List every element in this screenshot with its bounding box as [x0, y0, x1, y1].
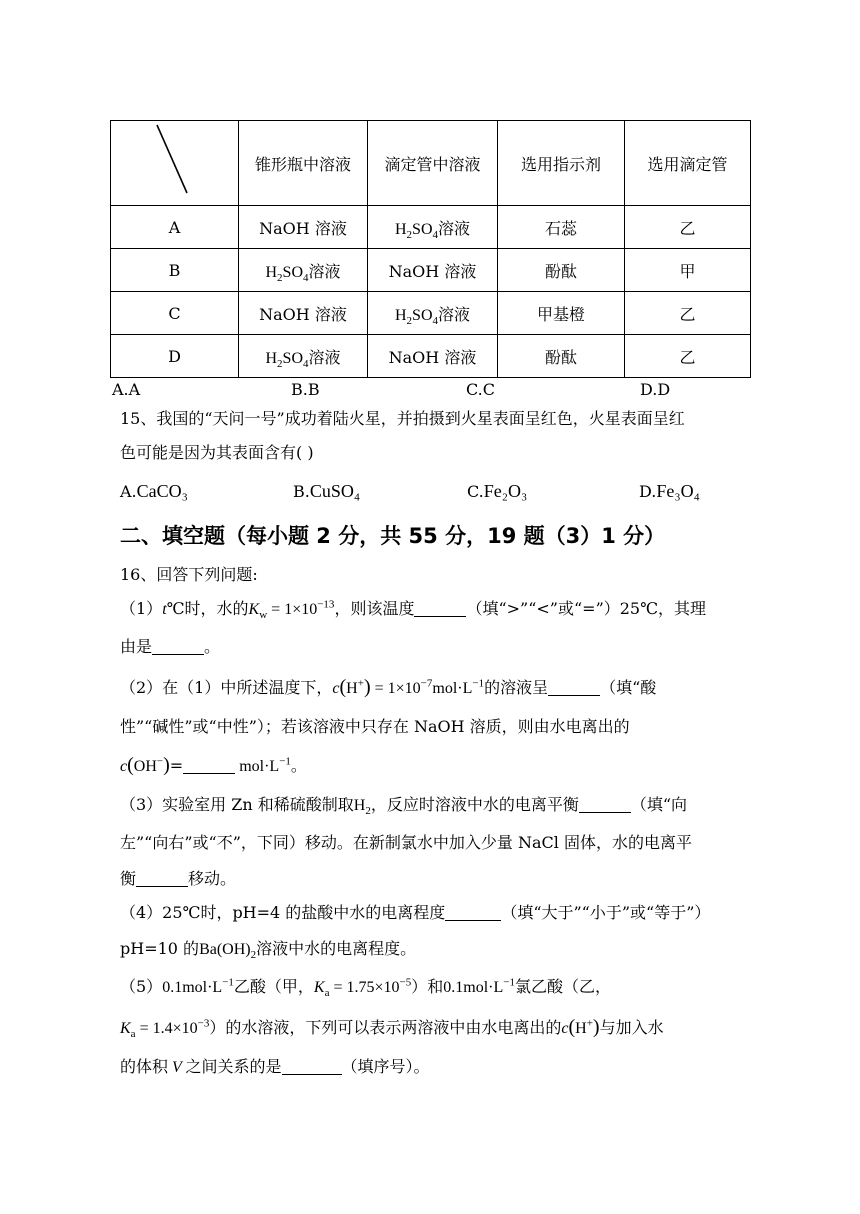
q16-part2-line3: $c(OH^-)= mol\cdot L^{-1}$。	[120, 754, 307, 776]
q15-stem-line2: 色可能是因为其表面含有( )	[120, 443, 314, 462]
flask-solution: $H_2SO_4$溶液	[239, 249, 368, 292]
titration-table	[110, 120, 751, 378]
flask-solution: NaOH 溶液	[239, 206, 368, 249]
q16-part2-line1: （2）在（1）中所述温度下，$c(H^+) = 1\times 10^{-7}mol\cdot L^{-1}$的溶液呈 （填“酸	[120, 676, 657, 698]
diagonal-corner-cell	[111, 121, 239, 206]
burette-solution: NaOH 溶液	[368, 335, 498, 378]
q16-intro: 16、回答下列问题:	[120, 565, 258, 584]
q16-part4-line1: （4）25℃时，pH=4 的盐酸中水的电离程度 （填“大于”“小于”或“等于”）	[120, 903, 711, 922]
row-label: C	[111, 292, 239, 335]
blank[interactable]	[579, 796, 631, 813]
q16-part3-line1: （3）实验室用 Zn 和稀硫酸制取$H_2$，反应时溶液中水的电离平衡 （填“向	[120, 795, 688, 818]
q16-part2-line2: 性”“碱性”或“中性”）；若该溶液中只存在 NaOH 溶质，则由水电离出的	[120, 717, 630, 736]
q16-part1-line1: （1）t℃时，水的$K_w = 1\times 10^{-13}$，则该温度 （填“>”“<”或“=”）25℃，其理	[120, 598, 707, 622]
burette-type: 乙	[625, 292, 751, 335]
flask-solution: NaOH 溶液	[239, 292, 368, 335]
header-flask: 锥形瓶中溶液	[239, 121, 368, 206]
burette-type: 乙	[625, 206, 751, 249]
indicator: 酚酞	[498, 249, 625, 292]
blank[interactable]	[445, 904, 501, 921]
q16-part5-line2: $K_a = 1.4\times 10^{-3}$）的水溶液，下列可以表示两溶液中由水电离出的c(H+)与加入水	[120, 1016, 664, 1041]
blank[interactable]	[282, 1058, 342, 1075]
q15-stem-line1: 15、我国的“天问一号”成功着陆火星，并拍摄到火星表面呈红色，火星表面呈红	[120, 409, 685, 428]
q16-part3-line3: 衡 移动。	[120, 869, 237, 888]
indicator: 酚酞	[498, 335, 625, 378]
row-label: D	[111, 335, 239, 378]
burette-solution: $H_2SO_4$溶液	[368, 206, 498, 249]
burette-type: 甲	[625, 249, 751, 292]
table-row	[111, 335, 751, 378]
blank[interactable]	[136, 870, 188, 887]
q16-part5-line1: $(5)0.1mol\cdot L^{-1}$乙酸（甲，$K_a = 1.75\times 10^{-5}$）和$0.1mol\cdot L^{-1}$氯乙酸（乙，	[120, 976, 611, 1000]
indicator: 石蕊	[498, 206, 625, 249]
burette-solution: $H_2SO_4$溶液	[368, 292, 498, 335]
q14-option-d: D.D	[640, 380, 671, 399]
header-burette: 选用滴定管	[625, 121, 751, 206]
blank[interactable]	[548, 679, 600, 696]
q15-option-d: D.Fe₃O₄	[639, 481, 700, 501]
blank[interactable]	[183, 757, 235, 774]
table-header-row	[111, 121, 751, 206]
header-indicator: 选用指示剂	[498, 121, 625, 206]
burette-solution: NaOH 溶液	[368, 249, 498, 292]
q14-option-a: A.A	[112, 380, 141, 399]
section-title: 二、填空题（每小题 2 分，共 55 分，19 题（3）1 分）	[120, 524, 666, 548]
q15-option-a: A.CaCO₃	[120, 481, 188, 501]
q15-option-c: C.Fe₂O₃	[467, 481, 528, 501]
q14-option-c: C.C	[466, 380, 495, 399]
q16-part3-line2: 左”“向右”或“不”，下同）移动。在新制氯水中加入少量 NaCl 固体，水的电离平	[120, 833, 692, 852]
diagonal-line-icon	[111, 121, 239, 205]
indicator: 甲基橙	[498, 292, 625, 335]
blank[interactable]	[414, 600, 466, 617]
table-row	[111, 206, 751, 249]
row-label: B	[111, 249, 239, 292]
q16-part5-line3: 的体积 V 之间关系的是 （填序号）。	[120, 1057, 430, 1076]
blank[interactable]	[152, 638, 204, 655]
header-burette-solution: 滴定管中溶液	[368, 121, 498, 206]
q15-option-b: B.CuSO₄	[293, 481, 361, 501]
burette-type: 乙	[625, 335, 751, 378]
flask-solution: $H_2SO_4$溶液	[239, 335, 368, 378]
q16-part4-line2: pH=10 的$Ba(OH)_2$溶液中水的电离程度。	[120, 939, 417, 962]
table-row	[111, 292, 751, 335]
q16-part1-line2: 由是 。	[120, 637, 221, 656]
row-label: A	[111, 206, 239, 249]
table-row	[111, 249, 751, 292]
q14-option-b: B.B	[291, 380, 320, 399]
